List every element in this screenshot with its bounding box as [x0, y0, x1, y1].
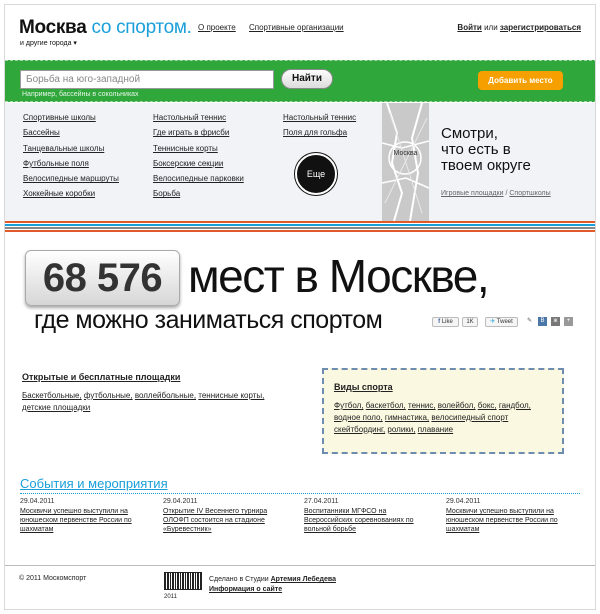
vkontakte-icon[interactable]: В: [538, 317, 547, 326]
event-item: [20, 497, 145, 534]
sport-schools-link[interactable]: Спортшколы: [509, 190, 551, 197]
link-separator: /: [505, 190, 508, 197]
login-or-text: или: [484, 23, 498, 32]
open-place-link[interactable]: детские площадки: [22, 403, 91, 412]
promo-line: Смотри,: [441, 125, 498, 142]
sport-link[interactable]: ролики,: [387, 425, 416, 434]
event-date: 27.04.2011: [304, 498, 339, 505]
open-places-title[interactable]: Открытые и бесплатные площадки: [22, 372, 181, 382]
category-link[interactable]: Борьба: [153, 189, 181, 199]
event-link[interactable]: Москвичи успешно выступили на юношеском первенстве России по шахматам: [20, 508, 132, 533]
twitter-icon: ✈: [490, 319, 496, 325]
hero-headline: мест в Москве,: [188, 250, 489, 302]
promo-line: что есть в: [441, 141, 511, 158]
category-column-2: [153, 113, 244, 205]
search-input[interactable]: [20, 70, 274, 89]
top-navigation: [198, 23, 355, 32]
district-promo-links: [441, 190, 551, 197]
open-place-link[interactable]: воллейбольные,: [134, 391, 197, 400]
open-place-link[interactable]: футбольные,: [83, 391, 133, 400]
add-place-button[interactable]: Добавить место: [478, 71, 563, 90]
category-link[interactable]: Боксерские секции: [153, 158, 224, 168]
nav-about-link[interactable]: О проекте: [198, 23, 236, 32]
facebook-icon: f: [438, 319, 441, 325]
tweet-button[interactable]: [485, 317, 518, 327]
open-place-link[interactable]: Баскетбольные,: [22, 391, 82, 400]
sport-link[interactable]: гимнастика,: [384, 413, 430, 422]
category-link[interactable]: Велосипедные маршруты: [23, 174, 119, 184]
sport-link[interactable]: велосипедный спорт: [431, 413, 509, 422]
district-promo-title[interactable]: [441, 126, 531, 174]
logo-accent: со спортом.: [91, 17, 192, 38]
more-categories-button[interactable]: Еще: [295, 153, 337, 195]
open-place-link[interactable]: теннисные корты,: [198, 391, 265, 400]
barcode-logo-icon[interactable]: [164, 572, 202, 590]
event-date: 29.04.2011: [163, 498, 198, 505]
open-places-links: [22, 390, 292, 414]
search-button[interactable]: Найти: [281, 69, 333, 89]
sports-types-links: [334, 400, 554, 436]
about-site-link[interactable]: Информация о сайте: [209, 586, 283, 593]
footer-divider: [5, 565, 596, 566]
decorative-stripes: [5, 221, 596, 233]
livejournal-icon[interactable]: ж: [551, 317, 560, 326]
register-link[interactable]: зарегистрироваться: [499, 23, 581, 32]
category-link[interactable]: Велосипедные парковки: [153, 174, 244, 184]
login-link[interactable]: Войти: [457, 23, 482, 32]
map-roads-icon: [382, 103, 429, 221]
category-link[interactable]: Поля для гольфа: [283, 128, 348, 138]
copyright: © 2011 Москомспорт: [19, 575, 87, 582]
like-label: Like: [441, 319, 453, 325]
event-item: [446, 497, 571, 534]
event-link[interactable]: Москвичи успешно выступили на юношеском первенстве России по шахматам: [446, 508, 558, 533]
stripe: [5, 227, 596, 229]
sport-link[interactable]: водное поло,: [334, 413, 383, 422]
sport-link[interactable]: баскетбол,: [365, 401, 406, 410]
stripe: [5, 221, 596, 223]
login-area: [457, 23, 581, 32]
playgrounds-link[interactable]: Игровые площадки: [441, 190, 504, 197]
category-link[interactable]: Бассейны: [23, 128, 60, 138]
map-city-label: Москва: [393, 150, 418, 157]
category-column-3: [283, 113, 356, 144]
sport-link[interactable]: скейтбординг,: [334, 425, 386, 434]
events-divider: [20, 493, 580, 494]
plus-icon[interactable]: +: [564, 317, 573, 326]
search-bar: [5, 60, 596, 102]
category-column-1: [23, 113, 119, 205]
stripe: [5, 224, 596, 226]
category-link[interactable]: Настольный теннис: [153, 113, 227, 122]
like-count: 1K: [462, 317, 478, 327]
pencil-icon[interactable]: ✎: [526, 318, 533, 324]
event-date: 29.04.2011: [446, 498, 481, 505]
search-hint: Например, бассейны в сокольниках: [22, 91, 139, 98]
events-title[interactable]: События и мероприятия: [20, 476, 168, 491]
tweet-label: Tweet: [496, 319, 513, 325]
event-link[interactable]: Воспитанники МГФСО на Всероссийских соревнованиях по вольной борьбе: [304, 508, 414, 533]
event-item: [163, 497, 288, 534]
category-link[interactable]: Где играть в фрисби: [153, 128, 230, 138]
studio-credit: [209, 575, 336, 595]
logo-main: Москва: [19, 17, 87, 38]
event-link[interactable]: Открытие IV Весеннего турнира ОЛОФП состоится на стадионе «Буревестник»: [163, 508, 268, 533]
studio-link[interactable]: Артемия Лебедева: [270, 576, 336, 583]
sport-link[interactable]: гандбол,: [498, 401, 531, 410]
category-link[interactable]: Футбольные поля: [23, 158, 89, 168]
page-frame: [4, 4, 596, 610]
category-link[interactable]: Спортивные школы: [23, 113, 96, 122]
category-link[interactable]: Хоккейные коробки: [23, 189, 96, 199]
nav-organizations-link[interactable]: Спортивные организации: [248, 23, 344, 32]
sports-types-title[interactable]: Виды спорта: [334, 382, 393, 392]
event-item: [304, 497, 429, 534]
category-link[interactable]: Теннисные корты: [153, 143, 218, 153]
promo-line: твоем округе: [441, 157, 531, 174]
places-counter: 68 576: [25, 250, 180, 306]
sport-link[interactable]: теннис,: [408, 401, 436, 410]
sport-link[interactable]: Футбол,: [334, 401, 364, 410]
sport-link[interactable]: бокс,: [477, 401, 497, 410]
event-date: 29.04.2011: [20, 498, 55, 505]
studio-prefix: Сделано в Студии: [209, 576, 269, 583]
sport-link[interactable]: плавание: [417, 425, 454, 434]
sports-types-box: [322, 368, 564, 454]
facebook-like-button[interactable]: [432, 317, 459, 327]
stripe: [5, 230, 596, 232]
hero-subheadline: где можно заниматься спортом: [34, 306, 383, 334]
city-selector[interactable]: и другие города ▾: [20, 40, 77, 47]
category-link[interactable]: Настольный теннис: [283, 113, 357, 122]
district-map[interactable]: [382, 103, 429, 221]
sport-link[interactable]: волейбол,: [437, 401, 476, 410]
barcode-year: 2011: [164, 594, 177, 600]
site-logo[interactable]: [19, 17, 192, 39]
category-link[interactable]: Танцевальные школы: [23, 143, 105, 153]
